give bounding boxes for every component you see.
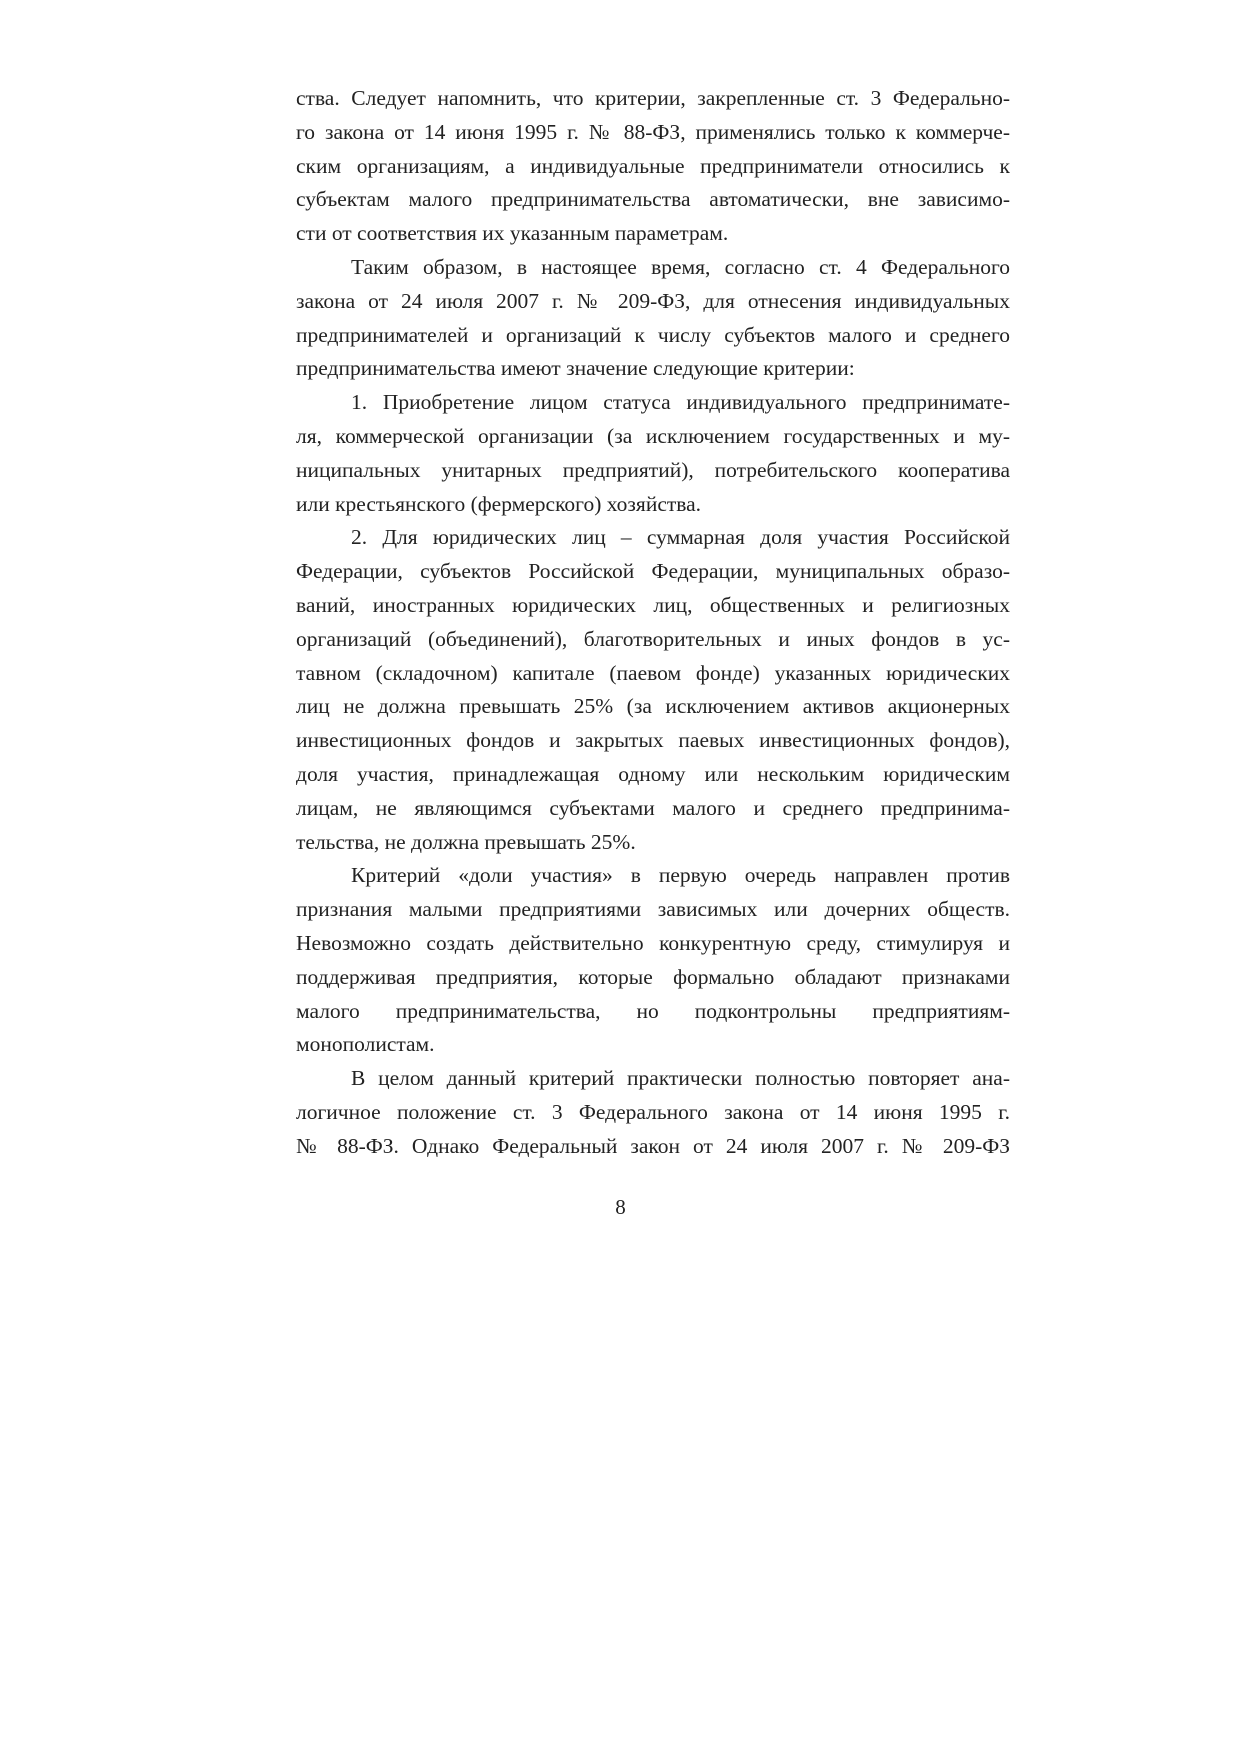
text-line: субъектам малого предпринимательства автоматически, вне зависимо- xyxy=(296,187,1010,212)
text-line: или крестьянского (фермерского) хозяйства. xyxy=(296,491,702,516)
text-line: лицам, не являющимся субъектами малого и среднего предпринима- xyxy=(296,795,1010,820)
text-line: ваний, иностранных юридических лиц, общественных и религиозных xyxy=(296,592,1010,617)
text-line: Невозможно создать действительно конкурентную среду, стимулируя и xyxy=(296,930,1010,955)
text-line: признания малыми предприятиями зависимых или дочерних обществ. xyxy=(296,897,1010,922)
text-line: ским организациям, а индивидуальные предприниматели относились к xyxy=(296,153,1010,178)
text-line: доля участия, принадлежащая одному или нескольким юридическим xyxy=(296,761,1010,786)
text-line: инвестиционных фондов и закрытых паевых инвестиционных фондов), xyxy=(296,728,1010,753)
text-line: ства. Следует напомнить, что критерии, закрепленные ст. 3 Федерально- xyxy=(296,86,1010,110)
page-number: 8 xyxy=(615,1195,626,1219)
text-line: 2. Для юридических лиц – суммарная доля участия Российской xyxy=(351,525,1010,550)
text-line: Таким образом, в настоящее время, согласно ст. 4 Федерального xyxy=(351,254,1010,279)
text-line: Федерации, субъектов Российской Федерации, муниципальных образо- xyxy=(296,559,1010,584)
body-text xyxy=(296,82,1010,1164)
text-line: предпринимательства имеют значение следующие критерии: xyxy=(296,356,855,381)
text-line: поддерживая предприятия, которые формально обладают признаками xyxy=(296,964,1010,989)
text-line: 1. Приобретение лицом статуса индивидуального предпринимате- xyxy=(351,390,1010,415)
text-line: ля, коммерческой организации (за исключением государственных и му- xyxy=(296,423,1010,448)
text-line: лиц не должна превышать 25% (за исключением активов акционерных xyxy=(296,694,1010,719)
text-line: Критерий «доли участия» в первую очередь направлен против xyxy=(351,863,1010,888)
text-line: сти от соответствия их указанным параметрам. xyxy=(296,221,729,246)
text-line: В целом данный критерий практически полностью повторяет ана- xyxy=(351,1066,1010,1091)
text-line: го закона от 14 июня 1995 г. № 88-ФЗ, применялись только к коммерче- xyxy=(296,119,1010,144)
text-line: тельства, не должна превышать 25%. xyxy=(296,829,636,854)
text-line: № 88-ФЗ. Однако Федеральный закон от 24 июля 2007 г. № 209-ФЗ xyxy=(296,1133,1010,1158)
text-line: ниципальных унитарных предприятий), потребительского кооператива xyxy=(296,457,1010,482)
text-line: монополистам. xyxy=(296,1032,435,1057)
text-line: предпринимателей и организаций к числу субъектов малого и среднего xyxy=(296,322,1010,347)
text-line: малого предпринимательства, но подконтрольны предприятиям- xyxy=(296,998,1010,1023)
text-line: закона от 24 июля 2007 г. № 209-ФЗ, для отнесения индивидуальных xyxy=(296,288,1010,313)
text-line: тавном (складочном) капитале (паевом фонде) указанных юридических xyxy=(296,660,1010,685)
text-line: организаций (объединений), благотворительных и иных фондов в ус- xyxy=(296,626,1010,651)
text-line: логичное положение ст. 3 Федерального закона от 14 июня 1995 г. xyxy=(296,1099,1010,1124)
